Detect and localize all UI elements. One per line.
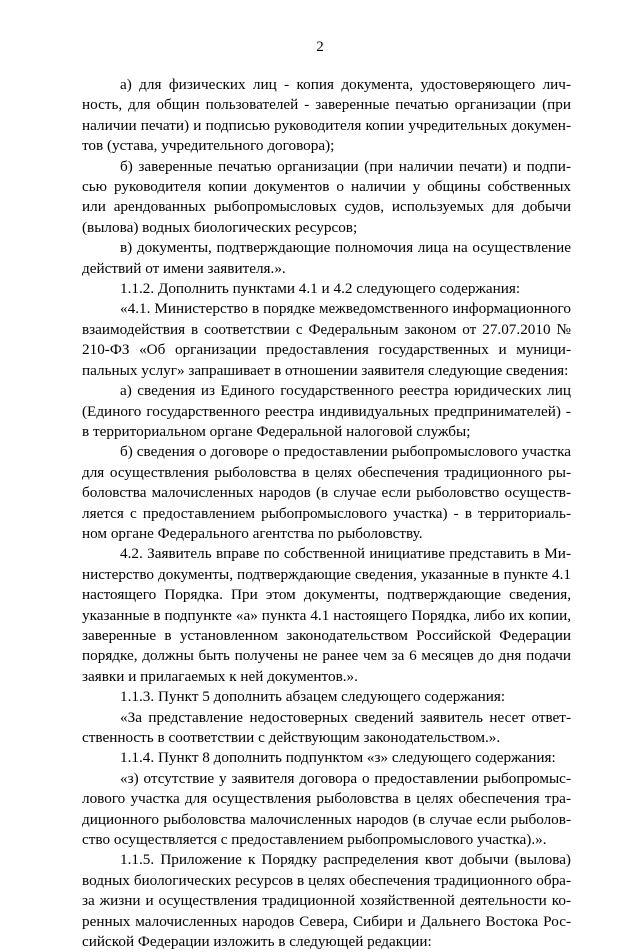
paragraph-b-vessels: б) заверенные печатью организации (при наличии печати) и подписью руководителя копии документов о наличии у общины собственных или арендованных рыбопромысловых судов, используемых для добычи (вылова) водных биологических ресурсов; [82,157,571,236]
paragraph-1-1-4: 1.1.4. Пункт 8 дополнить подпунктом «з» следующего содержания: [120,749,556,767]
paragraph-liability: «За представление недостоверных сведений заявитель несет ответственность в соответствии с действующим законодательством.». [82,708,571,746]
page-number: 2 [316,39,324,55]
paragraph-1-1-3: 1.1.3. Пункт 5 дополнить абзацем следующего содержания: [120,688,506,706]
paragraph-4-1: «4.1. Министерство в порядке межведомственного информационного взаимодействия в соответствии с Федеральным законом от 27.07.2010 № 210-ФЗ «Об организации предоставления государственных и муниципальных услуг» запрашивает в отношении заявителя следующие сведения: [82,300,571,379]
paragraph-a-individuals: а) для физических лиц - копия документа, удостоверяющего личность, для общин пользователей - заверенные печатью организации (при наличии печати) и подписью руководителя копии учредительных документов (устава, учредительного договора); [82,76,571,155]
paragraph-v-authority: в) документы, подтверждающие полномочия лица на осуществление действий от имени заявителя.». [82,239,571,277]
paragraph-4-2: 4.2. Заявитель вправе по собственной инициативе представить в Министерство документы, подтверждающие сведения, указанные в пункте 4.1 настоящего Порядка. При этом документы, подтверждающие сведения, указанные в подпункте «а» пункта 4.1 настоящего Порядка, либо их копии, заверенные в установленном законодательством Российской Федерации порядке, должны быть получены не ранее чем за 6 месяцев до дня подачи заявки и прилагаемых к ней документов.». [82,545,571,685]
paragraph-z: «з) отсутствие у заявителя договора о предоставлении рыбопромыслового участка для осуществления рыболовства в целях обеспечения традиционного рыболовства малочисленных народов (в случае если рыболовство осуществляется с предоставлением рыбопромыслового участка).». [82,769,571,849]
paragraph-1-1-2: 1.1.2. Дополнить пунктами 4.1 и 4.2 следующего содержания: [120,280,521,298]
paragraph-1-1-5: 1.1.5. Приложение к Порядку распределения квот добычи (вылова) водных биологических ресурсов в целях обеспечения традиционного образа жизни и осуществления традиционной хозяйственной деятельности коренных малочисленных народов Севера, Сибири и Дальнего Востока Российской Федерации изложить в следующей редакции: [82,851,571,951]
paragraph-4-1-b: б) сведения о договоре о предоставлении рыбопромыслового участка для осуществления рыболовства в целях обеспечения традиционного рыболовства малочисленных народов (в случае если рыболовство осуществляется с предоставлением рыбопромыслового участка) - в территориальном органе Федерального агентства по рыболовству. [82,443,571,542]
paragraph-4-1-a: а) сведения из Единого государственного реестра юридических лиц (Единого государственного реестра индивидуальных предпринимателей) - в территориальном органе Федеральной налоговой службы; [82,382,571,440]
document-body [82,75,571,952]
